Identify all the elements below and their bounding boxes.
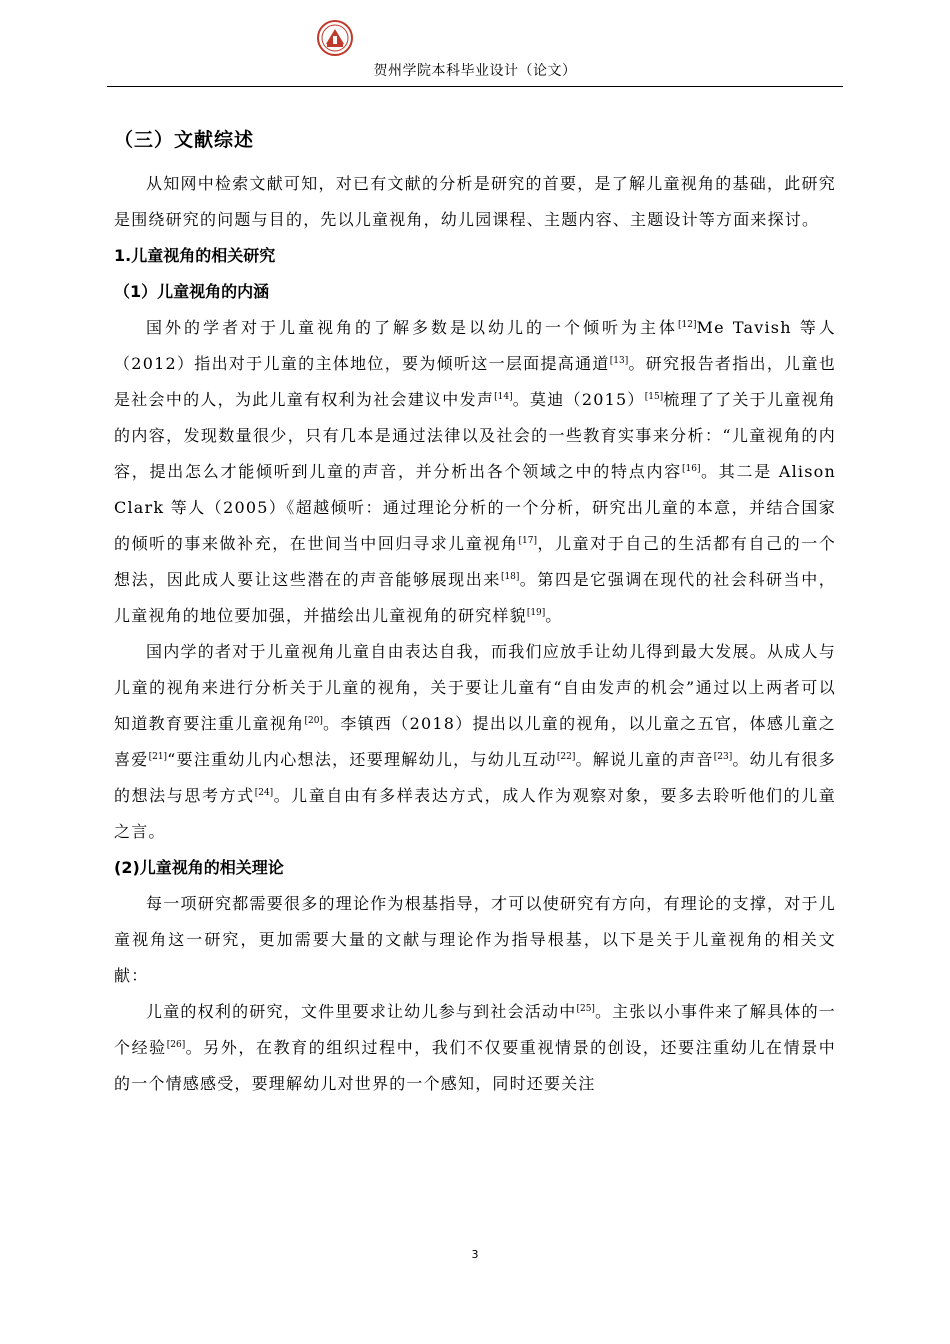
university-logo-icon xyxy=(317,20,353,56)
domestic-research-paragraph xyxy=(114,634,836,850)
citation-ref: [13] xyxy=(609,356,629,366)
text-segment: 。研究报告者指出，儿童也是社会中的人，为此儿童有权利为社会建议中发声 xyxy=(114,354,836,409)
text-segment: 梳理了了关于儿童视角的内容，发现数量很少，只有几本是通过法律以及社会的一些教育实事来分析：“儿童视角的内容，提出怎么才能倾听到儿童的声音，并分析出各个领域之中的特点内容 xyxy=(114,390,836,481)
citation-ref: [17] xyxy=(518,536,537,546)
text-segment: 。解说儿童的声音 xyxy=(575,750,714,769)
citation-ref: [22] xyxy=(556,752,576,762)
text-segment: 国外的学者对于儿童视角的了解多数是以幼儿的一个倾听为主体 xyxy=(146,318,679,337)
text-segment: 。李镇西（2018）提出以儿童的视角，以儿童之五官，体感儿童之喜爱 xyxy=(114,714,837,769)
page-number: 3 xyxy=(471,1248,479,1261)
citation-ref: [15] xyxy=(644,392,664,402)
text-segment: 。莫迪（2015） xyxy=(512,390,645,409)
header-title: 贺州学院本科毕业设计（论文） xyxy=(373,63,577,79)
text-segment: 。另外，在教育的组织过程中，我们不仅要重视情景的创设，还要注重幼儿在情景中的一个情感感受，要理解幼儿对世界的一个感知，同时还要关注 xyxy=(114,1038,836,1093)
heading-child-perspective-research: 1.儿童视角的相关研究 xyxy=(114,246,276,265)
text-segment: 。 xyxy=(545,606,563,625)
text-segment: 。幼儿有很多的想法与思考方式 xyxy=(114,750,836,805)
citation-ref: [20] xyxy=(304,716,323,726)
header-divider xyxy=(107,86,843,87)
text-segment: 。主张以小事件来了解具体的一个经验 xyxy=(114,1002,836,1057)
intro-paragraph: 从知网中检索文献可知，对已有文献的分析是研究的首要，是了解儿童视角的基础，此研究是围绕研究的问题与目的，先以儿童视角，幼儿园课程、主题内容、主题设计等方面来探讨。 xyxy=(114,174,836,229)
text-segment: ，儿童对于自己的生活都有自己的一个想法，因此成人要让这些潜在的声音能够展现出来 xyxy=(114,534,836,589)
heading-related-theory: (2)儿童视角的相关理论 xyxy=(114,858,284,877)
text-segment: 国内学的者对于儿童视角儿童自由表达自我，而我们应放手让幼儿得到最大发展。从成人与儿童的视角来进行分析关于儿童的视角，关于要让儿童有“自由发声的机会”通过以上两者可以知道教育要注重儿童视角 xyxy=(114,642,836,733)
citation-ref: [19] xyxy=(526,608,546,618)
text-segment: 。其二是 Alison Clark 等人（2005）《超越倾听：通过理论分析的一个分析，研究出儿童的本意，并结合国家的倾听的事来做补充，在世间当中回归寻求儿童视角 xyxy=(114,462,836,553)
section-title: （三）文献综述 xyxy=(114,129,255,151)
text-segment: 儿童的权利的研究，文件里要求让幼儿参与到社会活动中 xyxy=(146,1002,577,1021)
citation-ref: [18] xyxy=(500,572,520,582)
text-segment: 。儿童自由有多样表达方式，成人作为观察对象，要多去聆听他们的儿童之言。 xyxy=(114,786,836,841)
citation-ref: [25] xyxy=(576,1004,595,1014)
citation-ref: [14] xyxy=(494,392,513,402)
citation-ref: [12] xyxy=(678,320,697,330)
heading-child-perspective-meaning: （1）儿童视角的内涵 xyxy=(114,282,270,301)
children-rights-paragraph xyxy=(114,994,836,1102)
text-segment: 。第四是它强调在现代的社会科研当中，儿童视角的地位要加强，并描绘出儿童视角的研究样貌 xyxy=(114,570,836,625)
document-body xyxy=(114,118,836,1102)
page-header xyxy=(107,0,843,90)
text-segment: “要注重幼儿内心想法，还要理解幼儿，与幼儿互动 xyxy=(167,750,557,769)
foreign-research-paragraph xyxy=(114,310,836,634)
citation-ref: [16] xyxy=(681,464,701,474)
citation-ref: [21] xyxy=(148,752,168,762)
theory-paragraph: 每一项研究都需要很多的理论作为根基指导，才可以使研究有方向，有理论的支撑，对于儿童视角这一研究，更加需要大量的文献与理论作为指导根基，以下是关于儿童视角的相关文献： xyxy=(114,894,836,985)
citation-ref: [24] xyxy=(254,788,274,798)
citation-ref: [26] xyxy=(166,1040,186,1050)
text-segment: Me Tavish 等人（2012）指出对于儿童的主体地位，要为倾听这一层面提高通道 xyxy=(114,318,836,373)
citation-ref: [23] xyxy=(713,752,733,762)
